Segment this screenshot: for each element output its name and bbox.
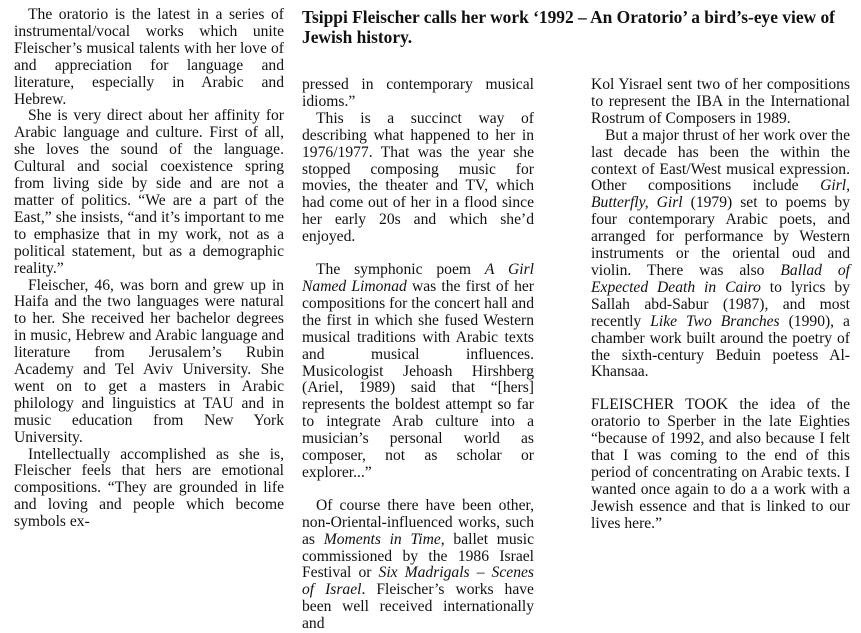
text: to lyrics by Sallah abd-Sabur (1987), and most recently [591, 278, 850, 330]
article-column-2 [302, 77, 534, 633]
paragraph: Intellectually accomplished as she is, Fleischer feels that hers are emotional compositions. “They are grounded in life and loving and people which become symbols ex- [14, 445, 284, 531]
paragraph: FLEISCHER TOOK the idea of the oratorio to Sperber in the late Eighties “because of 1992, and also because I felt that I was coming to the end of this period of concentrating on Arabic texts. I wanted once again to do a a work with a Jewish essence and that is linked to our lives here.” [591, 396, 850, 532]
text: , ballet music commissioned by the 1986 Israel Festival or [302, 530, 534, 582]
article-column-3 [591, 77, 850, 533]
work-title: A Girl Named Limonad [302, 261, 534, 295]
paragraph: Kol Yisrael sent two of her compositions to represent the IBA in the International Rostrum of Composers in 1989. [591, 76, 850, 127]
text: But a major thrust of her work over the last decade has been the within the context of East/West musical expression. Other compositions include [591, 126, 850, 195]
paragraph: Fleischer, 46, was born and grew up in Haifa and the two languages were natural to her. She received her bachelor degrees in music, Hebrew and Arabic language and literature from Jerusalem’s Rubin Academy and Tel Aviv University. She went on to get a masters in Arabic philology and linguistics at TAU and in music education from New York University. [14, 276, 284, 446]
text: . Fleischer’s works have been well received internationally and [302, 581, 534, 633]
work-title: Six Madrigals – Scenes of Israel [302, 564, 534, 599]
paragraph: She is very direct about her affinity for Arabic language and culture. First of all, she loves the sound of the language. Cultural and social coexistence spring from living side by side and are not a matter of politics. “We are a part of the East,” she insists, “and it’s important to me to emphasize that in my work, not as a political statement, but as a demographic reality.” [14, 107, 284, 277]
headline: Tsippi Fleischer calls her work ‘1992 – An Oratorio’ a bird’s-eye view of Jewish history. [302, 7, 835, 47]
work-title: Girl, Butterfly, Girl [591, 177, 850, 212]
paragraph [591, 128, 850, 382]
paragraph: This is a succinct way of describing what happened to her in 1976/1977. That was the year she stopped composing music for movies, the theater and TV, which had come out of her in a flood since her early 20s and which she’d enjoyed. [302, 109, 534, 246]
text: Of course there have been other, non-Oriental-influenced works, such as [302, 496, 534, 548]
text: The symphonic poem [316, 261, 485, 279]
work-title: Moments in Time [323, 530, 441, 548]
paragraph [302, 262, 534, 482]
headline-box [302, 7, 852, 47]
article-column-1 [14, 7, 284, 531]
text: (1979) set to poems by four contemporary Arabic poets, and arranged for performance by Western instruments or the oriental oud and violin. There was also [591, 194, 850, 279]
paragraph [302, 498, 534, 633]
text: (1990), a chamber work built around the poetry of the sixth-century Beduin poetess Al-Khansaa. [591, 312, 850, 381]
text: was the first of her compositions for the concert hall and the first in which she fused Western musical traditions with Arabic texts and musical influences. Musicologist Jehoash Hirshberg (Ariel, 1989) said that “[hers] represents the boldest attempt so far to integrate Arab culture into a musician’s personal world as composer, not as scholar or explorer...” [302, 277, 534, 481]
work-title: Like Two Branches [650, 312, 780, 330]
paragraph: pressed in contemporary musical idioms.” [302, 76, 534, 110]
paragraph: The oratorio is the latest in a series of instrumental/vocal works which unite Fleischer’s musical talents with her love of and appreciation for language and literature, especially in Arabic and Hebrew. [14, 6, 284, 108]
work-title: Ballad of Expected Death in Cairo [591, 261, 851, 296]
